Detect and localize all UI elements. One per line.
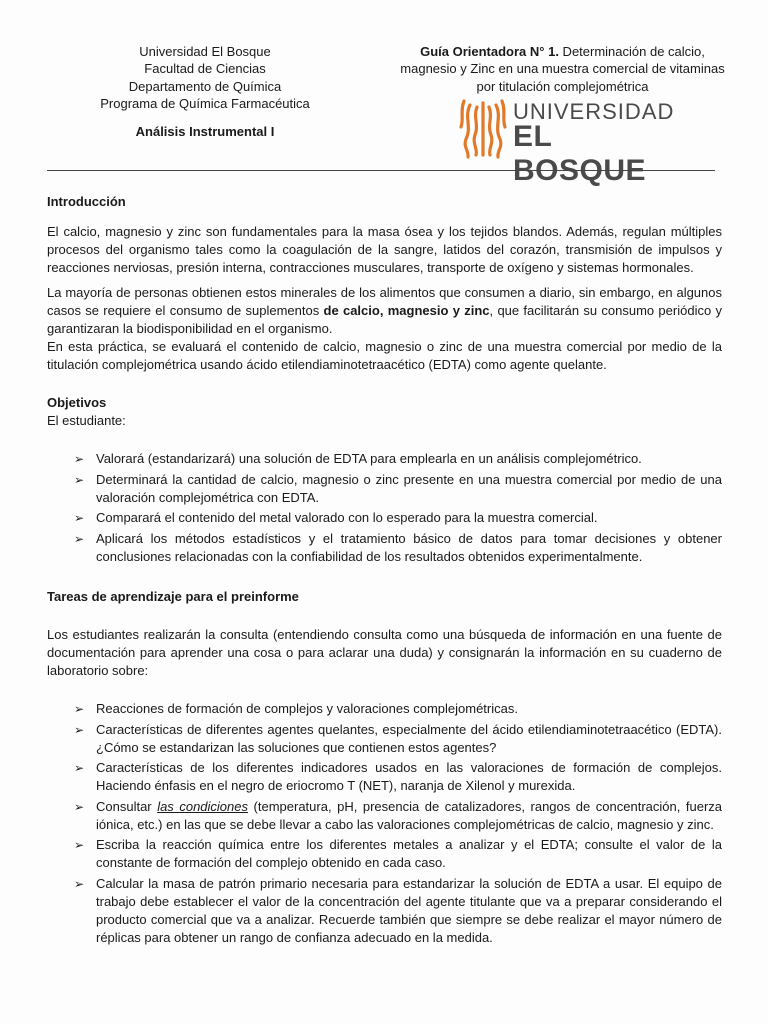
list-item: ➢ Reacciones de formación de complejos y valoraciones complejométricas.	[74, 701, 518, 716]
arrow-bullet-icon: ➢	[74, 838, 85, 852]
document-body	[47, 193, 722, 949]
objectives-list	[47, 450, 722, 566]
header-divider	[47, 170, 715, 171]
objectives-heading: Objetivos	[47, 395, 107, 410]
list-item: ➢ Escriba la reacción química entre los diferentes metales a analizar y el EDTA; consulte el valor de la constante de formación del complejo obtenido en cada caso.	[74, 837, 722, 870]
tasks-lead: Los estudiantes realizarán la consulta (entendiendo consulta como una búsqueda de información en una fuente de documentación para aprender una cosa o para aclarar una duda) y consignarán la información en su cuaderno de laboratorio sobre:	[47, 627, 722, 678]
list-item: ➢ Aplicará los métodos estadísticos y el tratamiento básico de datos para tomar decisiones y obtener conclusiones relacionadas con la confiabilidad de los resultados obtenidos experimentalmente.	[74, 530, 722, 564]
arrow-bullet-icon: ➢	[74, 452, 85, 466]
arrow-bullet-icon: ➢	[74, 472, 85, 487]
list-item: ➢ Comparará el contenido del metal valorado con lo esperado para la muestra comercial.	[74, 510, 598, 525]
faculty-name: Facultad de Ciencias	[144, 61, 266, 77]
list-item: ➢ Determinará la cantidad de calcio, magnesio o zinc presente en una muestra comercial por medio de una valoración complejométrica con EDTA.	[74, 471, 722, 505]
university-name: Universidad El Bosque	[139, 44, 271, 59]
course-name: Análisis Instrumental I	[135, 123, 275, 139]
department-name: Departamento de Química	[128, 78, 282, 94]
guide-title	[400, 43, 725, 95]
tasks-heading: Tareas de aprendizaje para el preinforme	[47, 589, 299, 604]
intro-paragraph-1: El calcio, magnesio y zinc son fundamentales para la masa ósea y los tejidos blandos. Además, regulan múltiples procesos del organismo tales como la coagulación de la sangre, latidos del corazón, transmisión de impulsos y reacciones nerviosas, presión interna, contracciones musculares, transporte de oxígeno y sistemas hormonales.	[47, 224, 722, 275]
arrow-bullet-icon: ➢	[74, 722, 85, 737]
program-name: Programa de Química Farmacéutica	[100, 96, 310, 112]
guide-description: Determinación de calcio, magnesio y Zinc en una muestra comercial de vitaminas por titulación complejométrica	[400, 44, 725, 94]
arrow-bullet-icon: ➢	[74, 876, 85, 891]
guide-number: Guía Orientadora N° 1.	[420, 44, 559, 59]
logo-text-line2: EL BOSQUE	[513, 120, 647, 187]
arrow-bullet-icon: ➢	[74, 702, 85, 716]
intro-heading: Introducción	[47, 194, 126, 209]
institution-header	[60, 43, 350, 140]
logo-emblem-icon	[458, 97, 508, 161]
intro-p2-bold: de calcio, magnesio y zinc	[323, 303, 490, 318]
university-logo	[458, 97, 675, 187]
list-item: ➢ Calcular la masa de patrón primario necesaria para estandarizar la solución de EDTA a usar. El equipo de trabajo debe establecer el valor de la concentración del agente titulante que va a preparar considerando el producto comercial que va a analizar. Recuerde también que siempre se debe realizar el mayor número de réplicas para obtener un rango de confianza adecuado en la medida.	[74, 875, 722, 945]
objectives-lead: El estudiante:	[47, 413, 126, 428]
list-item: ➢ Valorará (estandarizará) una solución de EDTA para emplearla en un análisis complejométrico.	[74, 451, 642, 466]
arrow-bullet-icon: ➢	[74, 511, 85, 525]
intro-p2-text-b: , que facilitarán su consumo periódico y garantizaran la biodisponibilidad en el organismo.	[47, 303, 722, 336]
intro-paragraph-3: En esta práctica, se evaluará el contenido de calcio, magnesio o zinc de una muestra comercial por medio de la titulación complejométrica usando ácido etilendiaminotetraacético (EDTA) como agente quelante.	[47, 339, 722, 372]
tasks-list	[47, 700, 722, 947]
arrow-bullet-icon: ➢	[74, 531, 85, 546]
conditions-emphasis: las condiciones	[157, 798, 248, 814]
logo-text-line1: UNIVERSIDAD	[513, 99, 675, 124]
list-item: ➢ Características de los diferentes indicadores usados en las valoraciones de formación de complejos. Haciendo énfasis en el negro de eriocromo T (NET), naranja de Xilenol y murexida.	[74, 760, 722, 793]
list-item: ➢ Consultar las condiciones (temperatura, pH, presencia de catalizadores, rangos de concentración, fuerza iónica, etc.) en las que se debe llevar a cabo las valoraciones complejométricas de calcio, magnesio y zinc.	[74, 798, 723, 832]
list-item: ➢ Características de diferentes agentes quelantes, especialmente del ácido etilendiaminotetraacético (EDTA). ¿Cómo se estandarizan las soluciones que contienen estos agentes?	[74, 721, 722, 755]
arrow-bullet-icon: ➢	[74, 761, 85, 775]
intro-paragraph-2	[47, 284, 722, 338]
arrow-bullet-icon: ➢	[74, 799, 85, 814]
intro-p2-text-a: La mayoría de personas obtienen estos minerales de los alimentos que consumen a diario, sin embargo, en algunos casos se requiere el consumo de suplementos	[47, 285, 722, 318]
